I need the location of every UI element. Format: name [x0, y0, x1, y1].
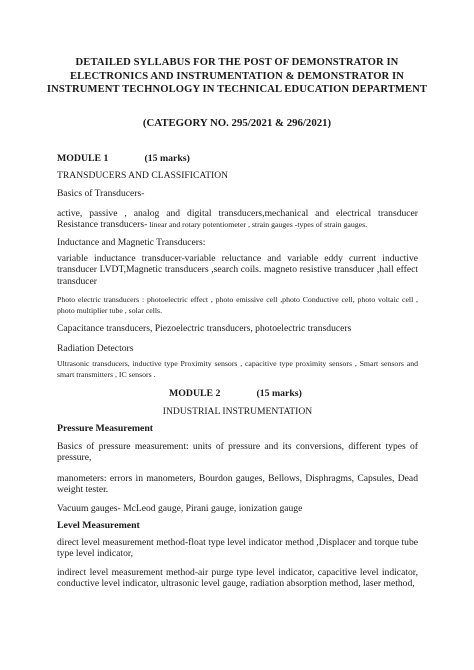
level-indirect-text: indirect level measurement method-air purge type level indicator, capacitive level indicator, conductive level indicator, ultrasonic level gauge, radiation absorption method, laser method, [57, 567, 418, 590]
photo-text: Photo electric transducers : photoelectric effect , photo emissive cell ,photo Conductive cell, photo voltaic cell , photo multiplier tube , solar cells. [57, 295, 418, 315]
module-2-title: INDUSTRIAL INSTRUMENTATION [162, 406, 313, 417]
capacitance-text: Capacitance transducers, Piezoelectric transducers, photoelectric transducers [57, 323, 352, 334]
ultrasonic-text: Ultrasonic transducers, inductive type Proximity sensors , capacitive type proximity sensors , Smart sensors and smart transmitters , IC sensors . [57, 359, 418, 379]
vacuum-text: Vacuum gauges- McLeod gauge, Pirani gauge, ionization gauge [57, 503, 303, 514]
module-1-heading [57, 153, 418, 164]
level-direct-text: direct level measurement method-float type level indicator method ,Displacer and torque tube type level indicator, [57, 537, 418, 560]
document-title: DETAILED SYLLABUS FOR THE POST OF DEMONSTRATOR IN ELECTRONICS AND INSTRUMENTATION & DEMONSTRATOR IN INSTRUMENT TECHNOLOGY IN TECHNICAL EDUCATION DEPARTMENT [46, 57, 428, 95]
basics-text-a: active, passive , analog and digital transducers,mechanical and electrical transducer Resistance transducers- [57, 208, 418, 231]
module-1-title: TRANSDUCERS AND CLASSIFICATION [57, 170, 229, 181]
pressure-heading: Pressure Measurement [57, 423, 154, 434]
radiation-heading: Radiation Detectors [57, 343, 134, 354]
pressure-basics: Basics of pressure measurement: units of pressure and its conversions, different types of pressure, [57, 441, 418, 464]
inductance-text: variable inductance transducer-variable reluctance and variable eddy current inductive transducer LVDT,Magnetic transducers ,search coils. magneto resistive transducer ,hall effect transducer [57, 253, 418, 287]
module-2-marks: (15 marks) [256, 388, 302, 399]
inductance-heading: Inductance and Magnetic Transducers: [57, 237, 206, 248]
manometers-text: manometers: errors in manometers, Bourdon gauges, Bellows, Disphragms, Capsules, Dead weight tester. [57, 473, 418, 496]
basics-heading: Basics of Transducers- [57, 188, 145, 199]
module-1-label: MODULE 1 [57, 153, 109, 164]
basics-text [57, 208, 418, 231]
module-2-label: MODULE 2 [169, 388, 221, 399]
level-heading: Level Measurement [57, 520, 140, 531]
basics-text-b: linear and rotary potentiometer , strain gauges -types of strain gauges. [147, 220, 368, 230]
category-number: (CATEGORY NO. 295/2021 & 296/2021) [142, 117, 332, 129]
module-2-heading [57, 388, 418, 399]
module-1-marks: (15 marks) [144, 153, 190, 164]
